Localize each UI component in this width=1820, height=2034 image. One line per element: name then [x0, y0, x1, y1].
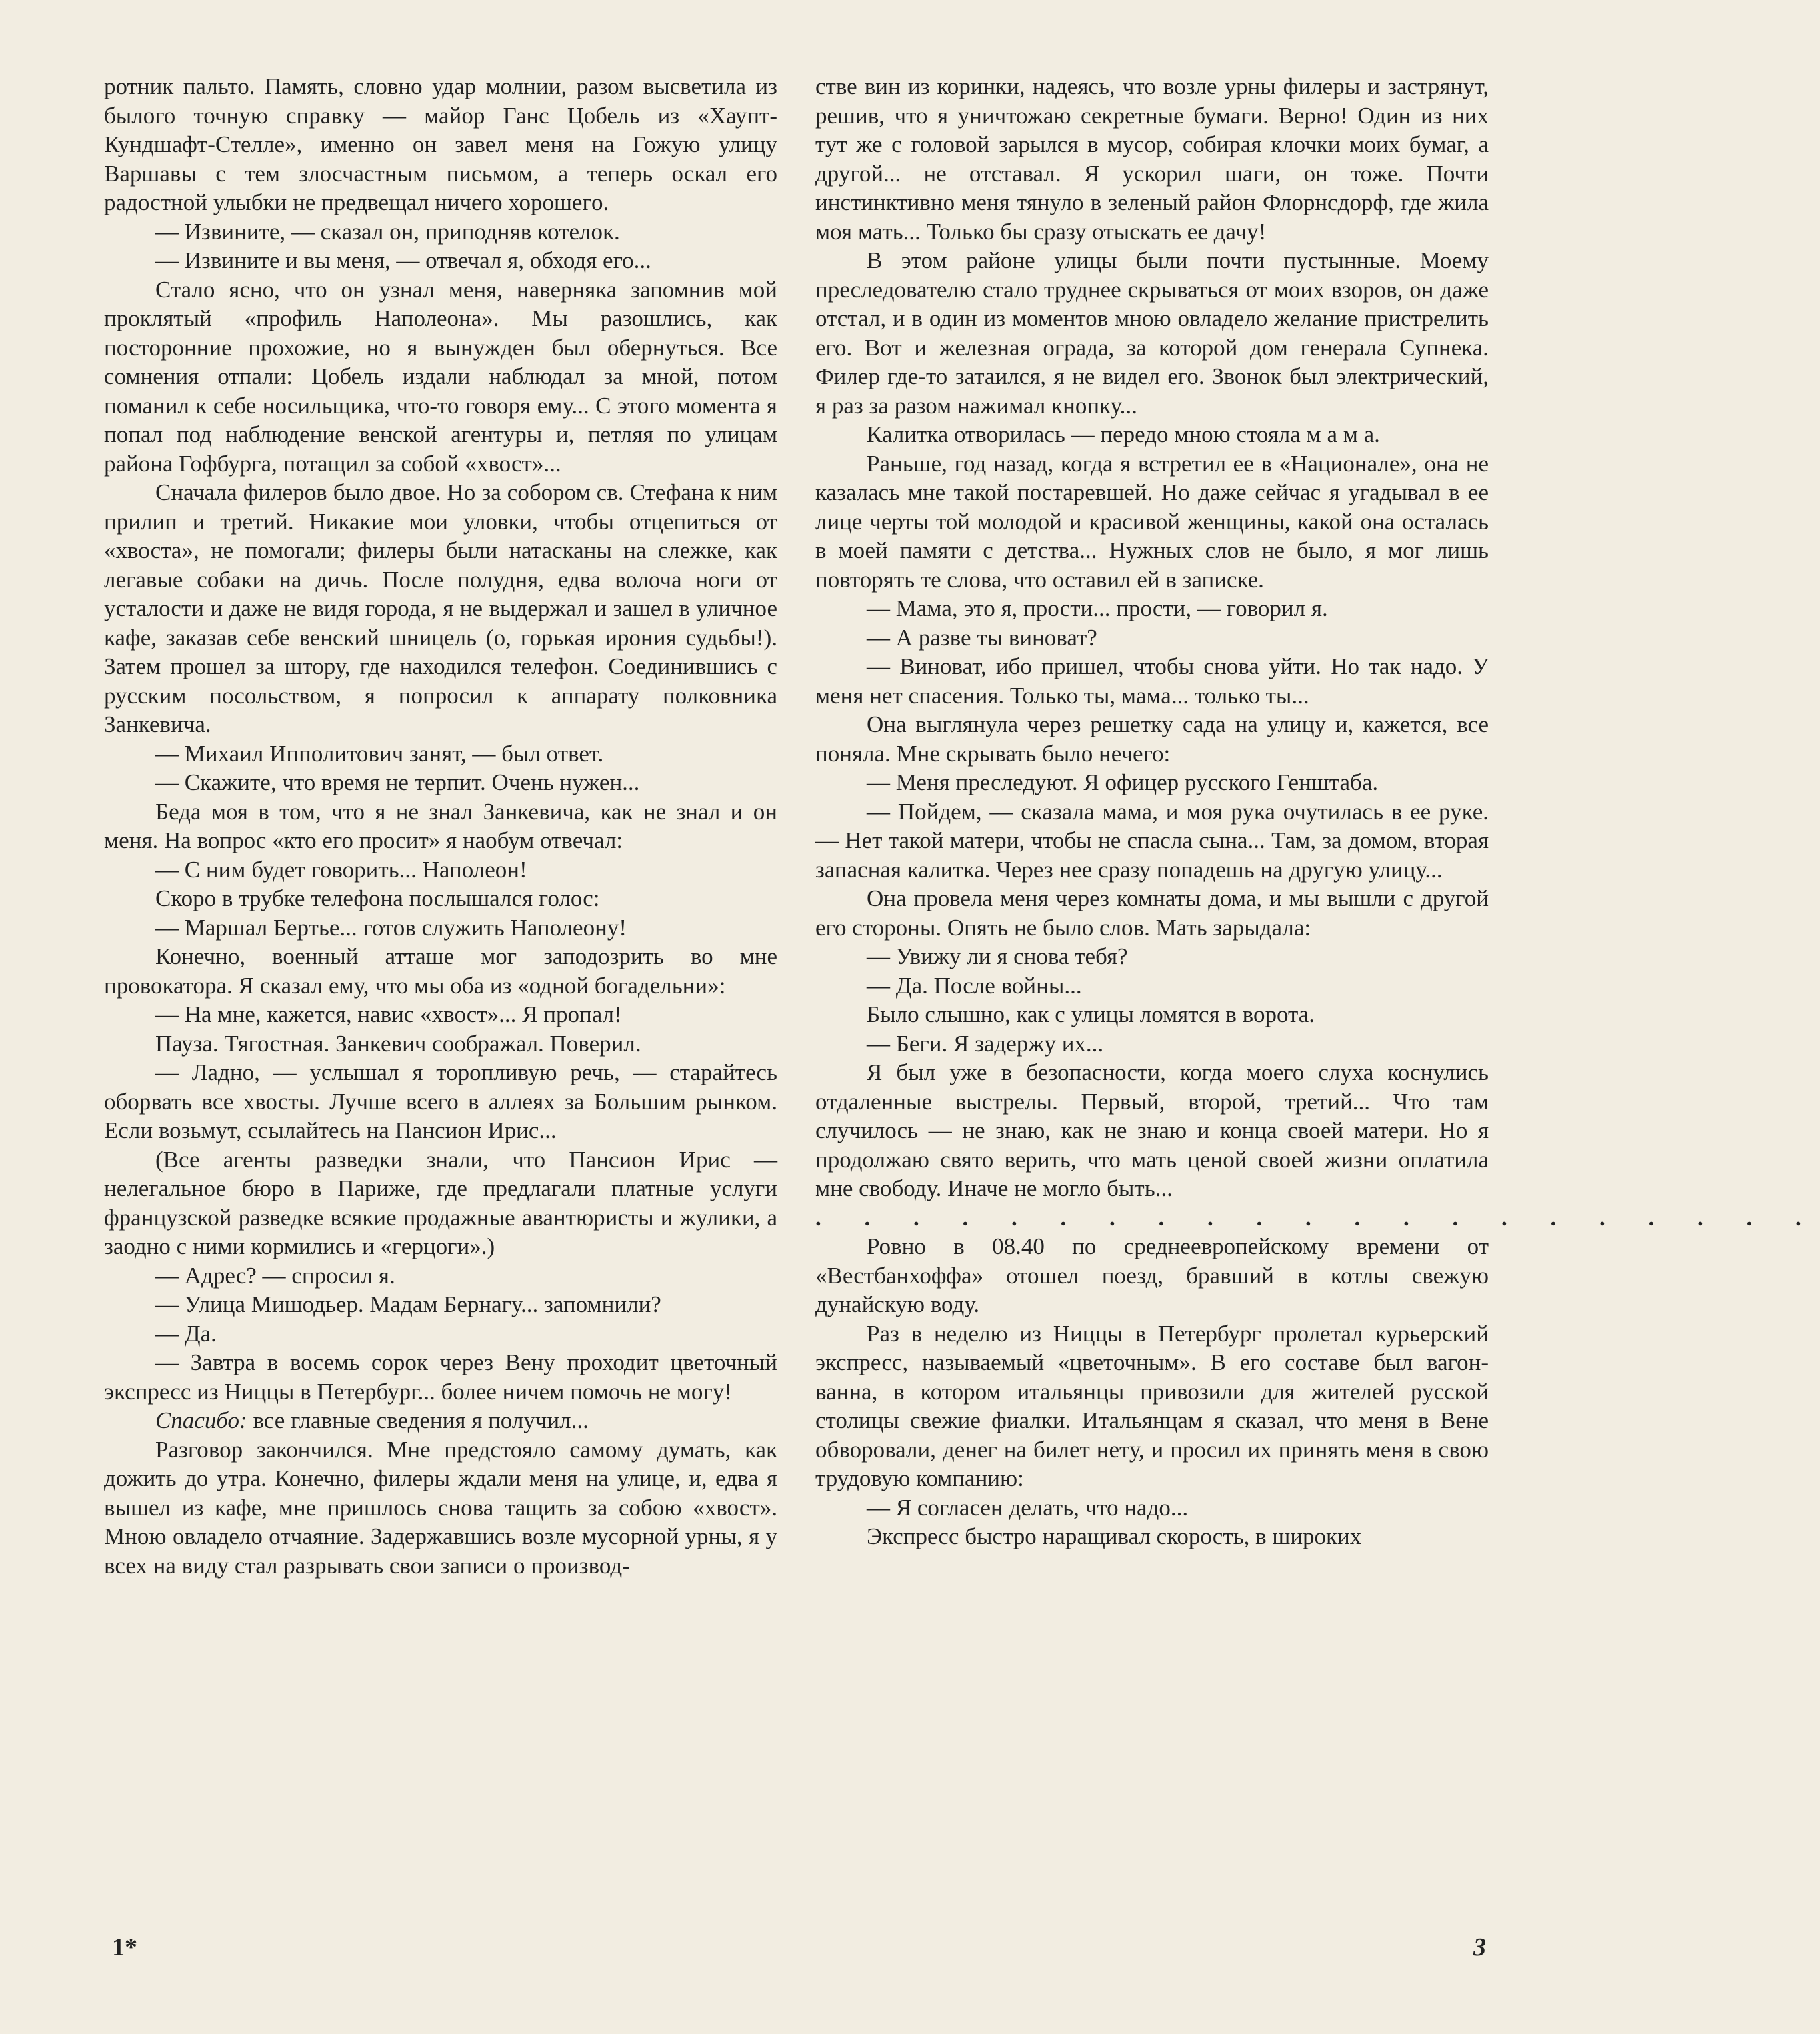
paragraph: — Скажите, что время не терпит. Очень нужен... [155, 769, 640, 795]
signature-mark: 1* [112, 1933, 137, 1961]
paragraph-text: все главные сведения я получил... [253, 1407, 589, 1433]
paragraph: — Виноват, ибо пришел, чтобы снова уйти. Но так надо. У меня нет спасения. Только ты, мама... только ты... [815, 653, 1489, 709]
paragraph: Раз в неделю из Ниццы в Петербург пролетал курьерский экспресс, называемый «цветочным». В его составе был вагон-ванна, в котором итальянцы привозили для жителей русской столицы свежие фиалки. Итальянцам я сказал, что меня в Вене обворовали, денег на билет нету, и просил их принять меня в свою трудовую компанию: [815, 1320, 1489, 1491]
paragraph: Разговор закончился. Мне предстояло самому думать, как дожить до утра. Конечно, филеры ждали меня на улице, и, едва я вышел из кафе, мне пришлось снова тащить за собою «хвост». Мною овладело отчаяние. Задержавшись возле мусорной урны, я у всех на виду стал разрывать свои записи о производ- [104, 1436, 777, 1579]
paragraph: Ровно в 08.40 по среднеевропейскому времени от «Вестбанхоффа» отошел поезд, бравший в котлы свежую дунайскую воду. [815, 1233, 1489, 1317]
paragraph: — Мама, это я, прости... прости, — говорил я. [867, 595, 1328, 621]
paragraph: — Извините, — сказал он, приподняв котелок. [155, 218, 620, 245]
right-text-column [815, 72, 1820, 1551]
paragraph: Раньше, год назад, когда я встретил ее в «Национале», она не казалась мне такой постаревшей. Но даже сейчас я угадывал в ее лице черты той молодой и красивой женщины, какой она осталась в моей памяти с детства... Нужных слов не было, я мог лишь повторять те слова, что оставил ей в записке. [815, 450, 1489, 593]
paragraph: — Да. После войны... [867, 972, 1082, 999]
left-text-column [104, 72, 777, 1580]
paragraph: — Адрес? — спросил я. [155, 1262, 395, 1289]
paragraph: — А разве ты виноват? [867, 624, 1097, 651]
page-number: 3 [1473, 1933, 1486, 1961]
section-break-dots: . . . . . . . . . . . . . . . . . . . . . [815, 1204, 1820, 1231]
paragraph: Она провела меня через комнаты дома, и мы вышли с другой его стороны. Опять не было слов. Мать зарыдала: [815, 885, 1489, 941]
paragraph: — Улица Мишодьер. Мадам Бернагу... запомнили? [155, 1291, 661, 1317]
paragraph: — На мне, кажется, навис «хвост»... Я пропал! [155, 1001, 622, 1027]
paragraph: Беда моя в том, что я не знал Занкевича, как не знал и он меня. На вопрос «кто его просит» я наобум отвечал: [104, 798, 777, 853]
paragraph: Калитка отворилась — передо мною стояла м а м а. [867, 421, 1380, 447]
paragraph: — Пойдем, — сказала мама, и моя рука очутилась в ее руке. — Нет такой матери, чтобы не спасла сына... Там, за домом, вторая запасная калитка. Через нее сразу попадешь на другую улицу... [815, 798, 1489, 883]
paragraph: — Завтра в восемь сорок через Вену проходит цветочный экспресс из Ниццы в Петербург... более ничем помочь не могу! [104, 1349, 777, 1405]
paragraph: Было слышно, как с улицы ломятся в ворота. [867, 1001, 1315, 1027]
paragraph: Пауза. Тягостная. Занкевич соображал. Поверил. [155, 1030, 641, 1057]
paragraph: — Михаил Ипполитович занят, — был ответ. [155, 740, 604, 767]
paragraph: стве вин из коринки, надеясь, что возле урны филеры и застрянут, решив, что я уничтожаю секретные бумаги. Верно! Один из них тут же с головой зарылся в мусор, собирая клочки моих бумаг, а другой... не отставал. Я ускорил шаги, он тоже. Почти инстинктивно меня тянуло в зеленый район Флорнсдорф, где жила моя мать... Только бы сразу отыскать ее дачу! [815, 73, 1489, 245]
italic-lead-word: Спасибо: [155, 1407, 247, 1433]
paragraph: Я был уже в безопасности, когда моего слуха коснулись отдаленные выстрелы. Первый, второй, третий... Что там случилось — не знаю, как не знаю и конца своей матери. Но я продолжаю свято верить, что мать ценой своей жизни оплатила мне свободу. Иначе не могло быть... [815, 1059, 1489, 1201]
paragraph: — Ладно, — услышал я торопливую речь, — старайтесь оборвать все хвосты. Лучше всего в аллеях за Большим рынком. Если возьмут, ссылайтесь на Пансион Ирис... [104, 1059, 777, 1143]
paragraph: (Все агенты разведки знали, что Пансион Ирис — нелегальное бюро в Париже, где предлагали платные услуги французской разведке всякие продажные авантюристы и жулики, а заодно с ними кормились и «герцоги».) [104, 1146, 777, 1259]
paragraph: В этом районе улицы были почти пустынные. Моему преследователю стало труднее скрываться от моих взоров, он даже отстал, и в один из моментов мною овладело желание пристрелить его. Вот и железная ограда, за которой дом генерала Супнека. Филер где-то затаился, я не видел его. Звонок был электрический, я раз за разом нажимал кнопку... [815, 247, 1489, 419]
paragraph: Стало ясно, что он узнал меня, наверняка запомнив мой проклятый «профиль Наполеона». Мы разошлись, как посторонние прохожие, но я вынужден был обернуться. Все сомнения отпали: Цобель издали наблюдал за мной, потом поманил к себе носильщика, что-то говоря ему... С этого момента я попал под наблюдение венской агентуры и, петляя по улицам района Гофбурга, потащил за собой «хвост»... [104, 276, 777, 477]
paragraph: Она выглянула через решетку сада на улицу и, кажется, все поняла. Мне скрывать было нечего: [815, 711, 1489, 767]
paragraph: — Беги. Я задержу их... [867, 1030, 1104, 1057]
paragraph: — Да. [155, 1320, 217, 1347]
paragraph: Конечно, военный атташе мог заподозрить во мне провокатора. Я сказал ему, что мы оба из «одной богадельни»: [104, 943, 777, 999]
paragraph: Скоро в трубке телефона послышался голос: [155, 885, 600, 911]
paragraph: — Я согласен делать, что надо... [867, 1494, 1189, 1521]
paragraph [104, 1406, 777, 1435]
paragraph: — Маршал Бертье... готов служить Наполеону! [155, 914, 627, 941]
paragraph: ротник пальто. Память, словно удар молнии, разом высветила из былого точную справку — майор Ганс Цобель из «Хаупт-Кундшафт-Стелле», именно он завел меня на Гожую улицу Варшавы с тем злосчастным письмом, а теперь оскал его радостной улыбки не предвещал ничего хорошего. [104, 73, 777, 215]
paragraph: Сначала филеров было двое. Но за собором св. Стефана к ним прилип и третий. Никакие мои уловки, чтобы отцепиться от «хвоста», не помогали; филеры были натасканы на слежке, как легавые собаки на дичь. После полудня, едва волоча ноги от усталости и даже не видя города, я не выдержал и зашел в уличное кафе, заказав себе венский шницель (о, горькая ирония судьбы!). Затем прошел за штору, где находился телефон. Соединившись с русским посольством, я попросил к аппарату полковника Занкевича. [104, 479, 777, 737]
paragraph: — Меня преследуют. Я офицер русского Генштаба. [867, 769, 1379, 795]
paragraph: — Извините и вы меня, — отвечал я, обходя его... [155, 247, 651, 273]
paragraph: — С ним будет говорить... Наполеон! [155, 856, 527, 883]
paragraph: — Увижу ли я снова тебя? [867, 943, 1128, 969]
paragraph: Экспресс быстро наращивал скорость, в широких [867, 1523, 1362, 1549]
